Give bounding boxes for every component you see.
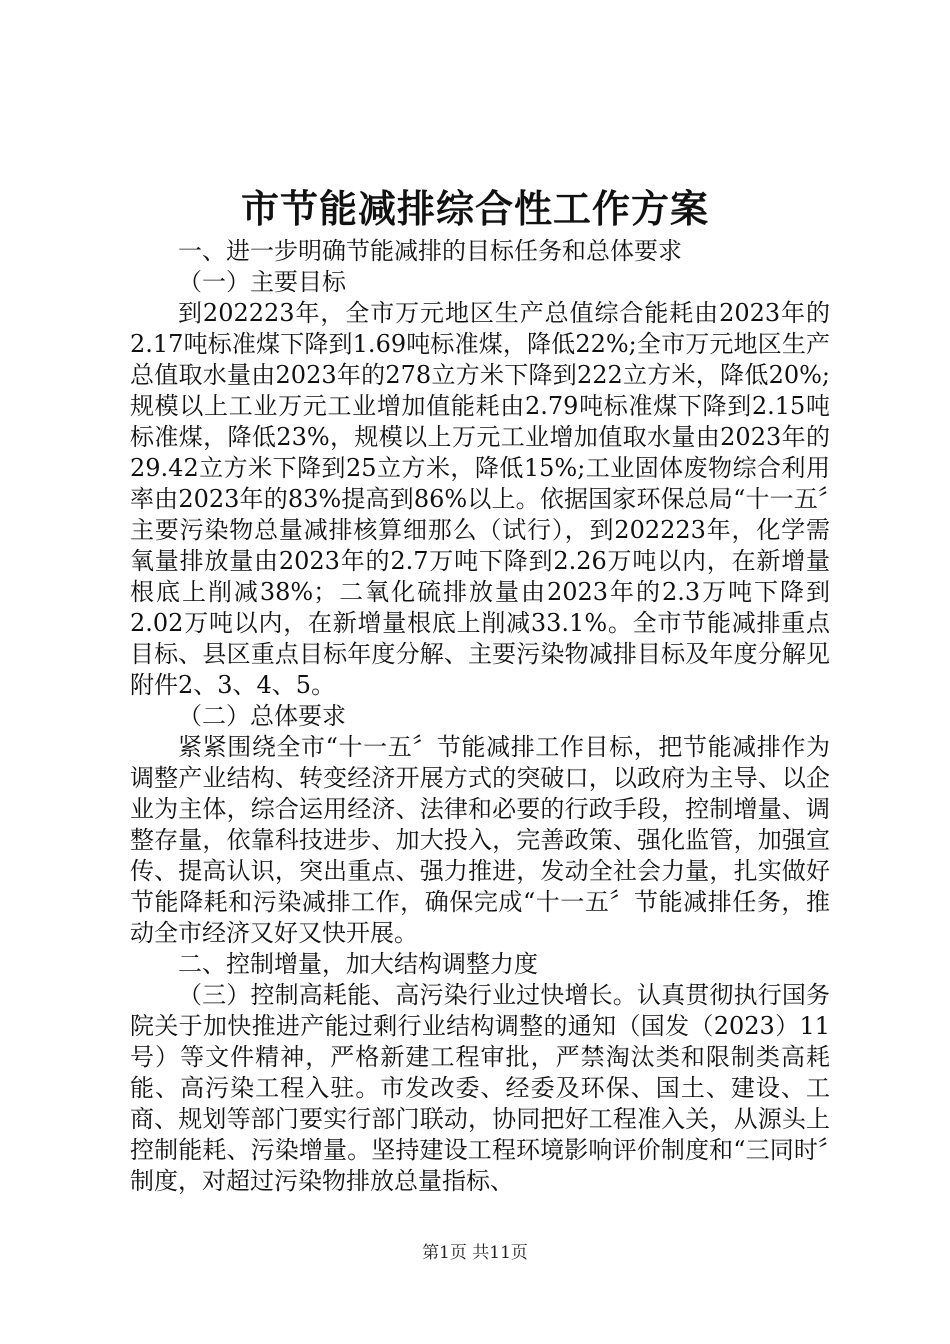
paragraph-overall-requirements: 紧紧围绕全市“十一五〞节能减排工作目标，把节能减排作为调整产业结构、转变经济开展方式的突破口，以政府为主导、以企业为主体，综合运用经济、法律和必要的行政手段，控制增量、调整存量，依靠科技进步、加大投入，完善政策、强化监管，加强宣传、提高认识，突出重点、强力推进，发动全社会力量，扎实做好节能降耗和污染减排工作，确保完成“十一五〞节能减排任务，推动全市经济又好又快开展。 (130, 733, 830, 947)
page-number: 第1页 共11页 (422, 1243, 528, 1263)
section-heading-2: 二、控制增量，加大结构调整力度 (178, 950, 538, 978)
section-heading-1: 一、进一步明确节能减排的目标任务和总体要求 (178, 237, 682, 265)
document-title: 市节能减排综合性工作方案 (240, 186, 709, 231)
paragraph-main-goals: 到202223年，全市万元地区生产总值综合能耗由2023年的2.17吨标准煤下降到1.69吨标准煤，降低22%;全市万元地区生产总值取水量由2023年的278立方米下降到222立方米，降低20%;规模以上工业万元工业增加值能耗由2.79吨标准煤下降到2.15吨标准煤，降低23%，规模以上万元工业增加值取水量由2023年的29.42立方米下降到25立方米，降低15%;工业固体废物综合利用率由2023年的83%提高到86%以上。依据国家环保总局“十一五〞主要污染物总量减排核算细那么（试行），到202223年，化学需氧量排放量由2023年的2.7万吨下降到2.26万吨以内，在新增量根底上削减38%；二氧化硫排放量由2023年的2.3万吨下降到2.02万吨以内，在新增量根底上削减33.1%。全市节能减排重点目标、县区重点目标年度分解、主要污染物减排目标及年度分解见附件2、3、4、5。 (130, 299, 830, 699)
document-body (130, 236, 830, 1197)
paragraph-control-growth: （三）控制高耗能、高污染行业过快增长。认真贯彻执行国务院关于加快推进产能过剩行业结构调整的通知（国发（2023）11号）等文件精神，严格新建工程审批，严禁淘汰类和限制类高耗能、高污染工程入驻。市发改委、经委及环保、国土、建设、工商、规划等部门要实行部门联动，协同把好工程准入关，从源头上控制能耗、污染增量。坚持建设工程环境影响评价制度和“三同时〞制度，对超过污染物排放总量指标、 (130, 981, 830, 1195)
subsection-heading-overall-requirements: （二）总体要求 (178, 702, 346, 730)
subsection-heading-main-goals: （一）主要目标 (178, 268, 346, 296)
